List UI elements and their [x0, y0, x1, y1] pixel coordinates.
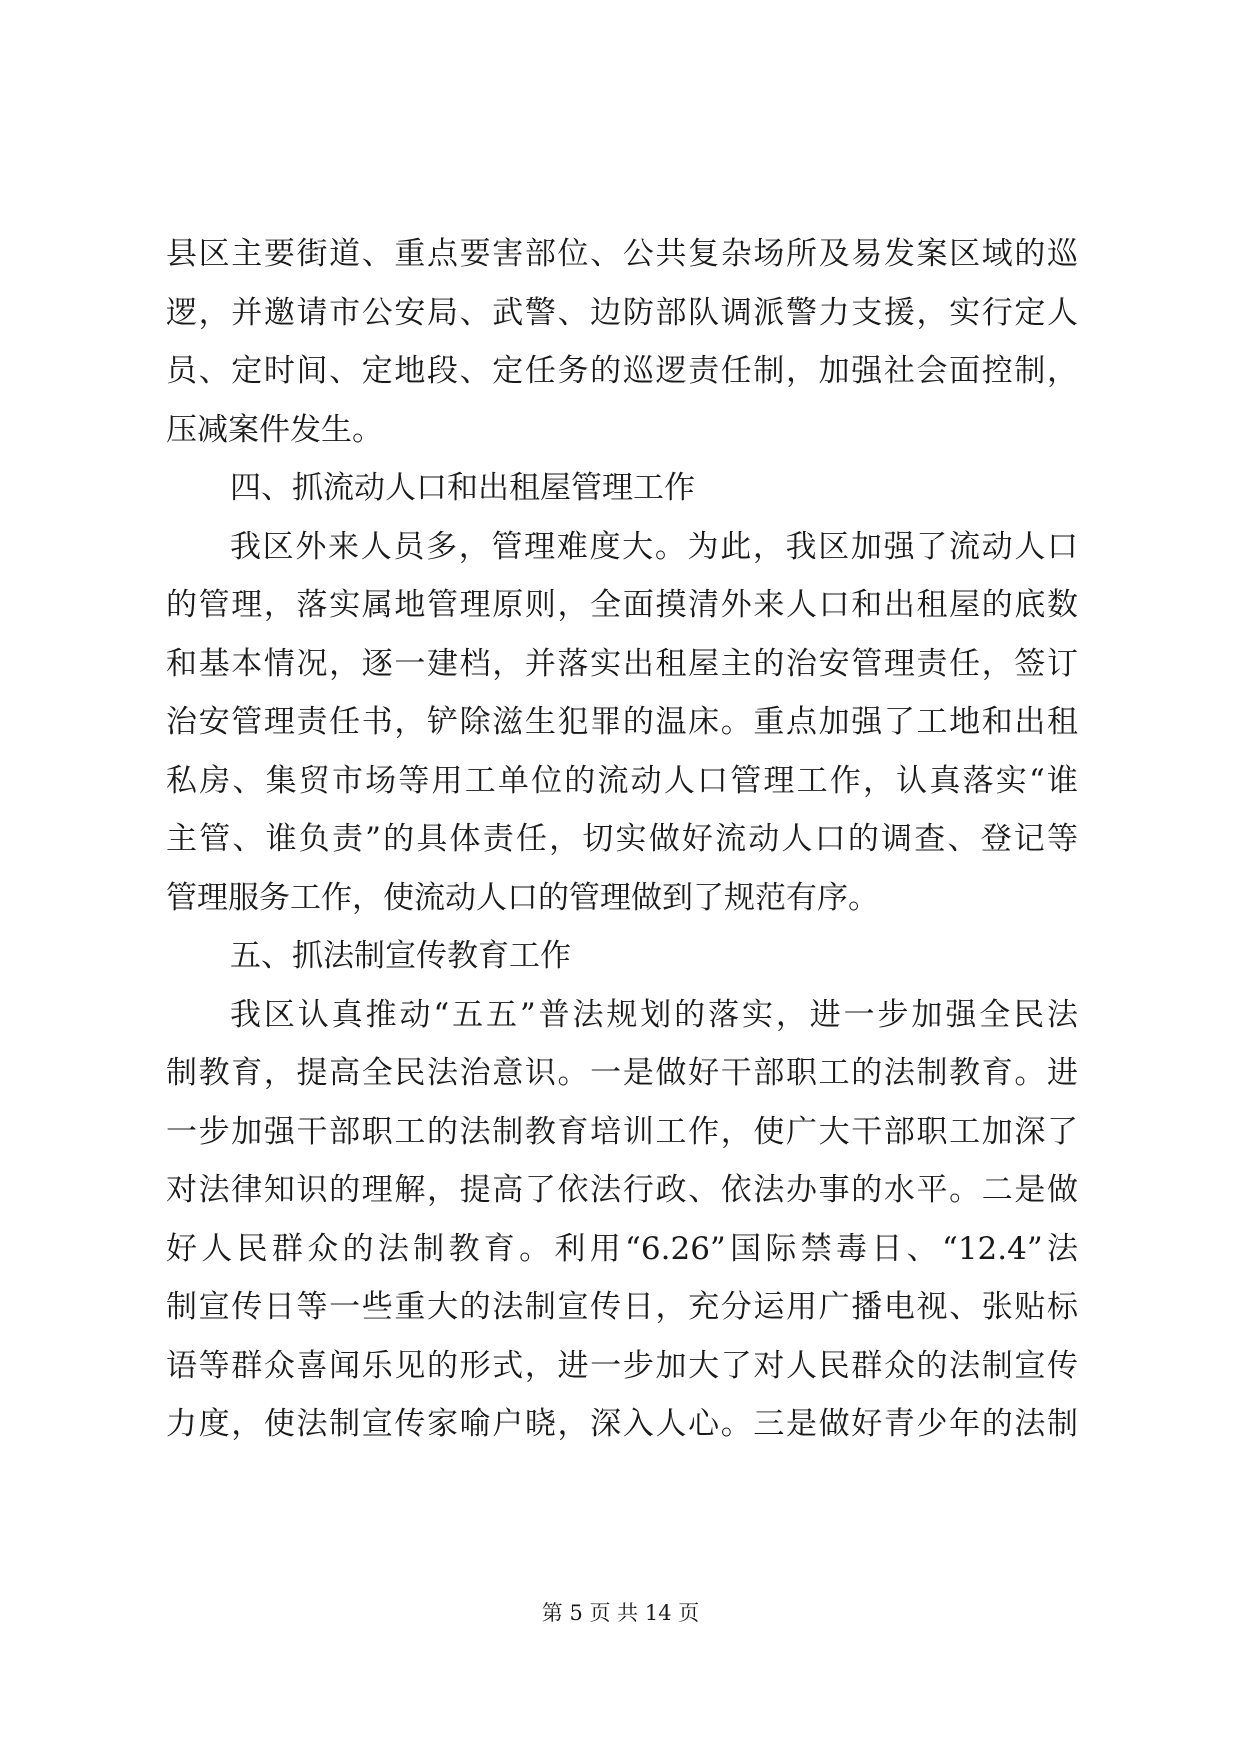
text-line-18: 好人民群众的法制教育。利用“6.26”国际禁毒日、“12.4”法 — [166, 1230, 1078, 1267]
body-text — [166, 225, 1078, 1454]
text-line-9: 治安管理责任书，铲除滋生犯罪的温床。重点加强了工地和出租 — [166, 704, 1078, 740]
text-line-15: 制教育，提高全民法治意识。一是做好干部职工的法制教育。进 — [166, 1055, 1078, 1091]
text-line-20: 语等群众喜闻乐见的形式，进一步加大了对人民群众的法制宣传 — [166, 1347, 1078, 1384]
paragraph-first-line: 我区外来人员多，管理难度大。为此，我区加强了流动人口 — [230, 528, 1078, 565]
section-heading-4: 四、抓流动人口和出租屋管理工作 — [230, 470, 695, 506]
text-line-17: 对法律知识的理解，提高了依法行政、依法办事的水平。二是做 — [166, 1172, 1078, 1208]
section-heading-5: 五、抓法制宣传教育工作 — [230, 938, 571, 974]
page-number: 第 5 页 共 14 页 — [541, 1601, 700, 1625]
text-line-16: 一步加强干部职工的法制教育培训工作，使广大干部职工加深了 — [166, 1113, 1078, 1150]
text-line-2: 逻，并邀请市公安局、武警、边防部队调派警力支援，实行定人 — [166, 294, 1078, 331]
paragraph-first-line: 我区认真推动“五五”普法规划的落实，进一步加强全民法 — [230, 996, 1078, 1033]
text-line-8: 和基本情况，逐一建档，并落实出租屋主的治安管理责任，签订 — [166, 645, 1078, 682]
text-line-11: 主管、谁负责”的具体责任，切实做好流动人口的调查、登记等 — [166, 821, 1078, 857]
text-line-4: 压减案件发生。 — [166, 411, 383, 448]
text-line-3: 员、定时间、定地段、定任务的巡逻责任制，加强社会面控制， — [166, 353, 1078, 389]
text-line-19: 制宣传日等一些重大的法制宣传日，充分运用广播电视、张贴标 — [166, 1289, 1078, 1325]
text-line-12: 管理服务工作，使流动人口的管理做到了规范有序。 — [166, 879, 879, 916]
text-line-1: 县区主要街道、重点要害部位、公共复杂场所及易发案区域的巡 — [166, 236, 1078, 272]
text-line-21: 力度，使法制宣传家喻户晓，深入人心。三是做好青少年的法制 — [166, 1406, 1078, 1442]
text-line-7: 的管理，落实属地管理原则，全面摸清外来人口和出租屋的底数 — [166, 587, 1078, 623]
text-line-10: 私房、集贸市场等用工单位的流动人口管理工作，认真落实“谁 — [166, 762, 1078, 799]
